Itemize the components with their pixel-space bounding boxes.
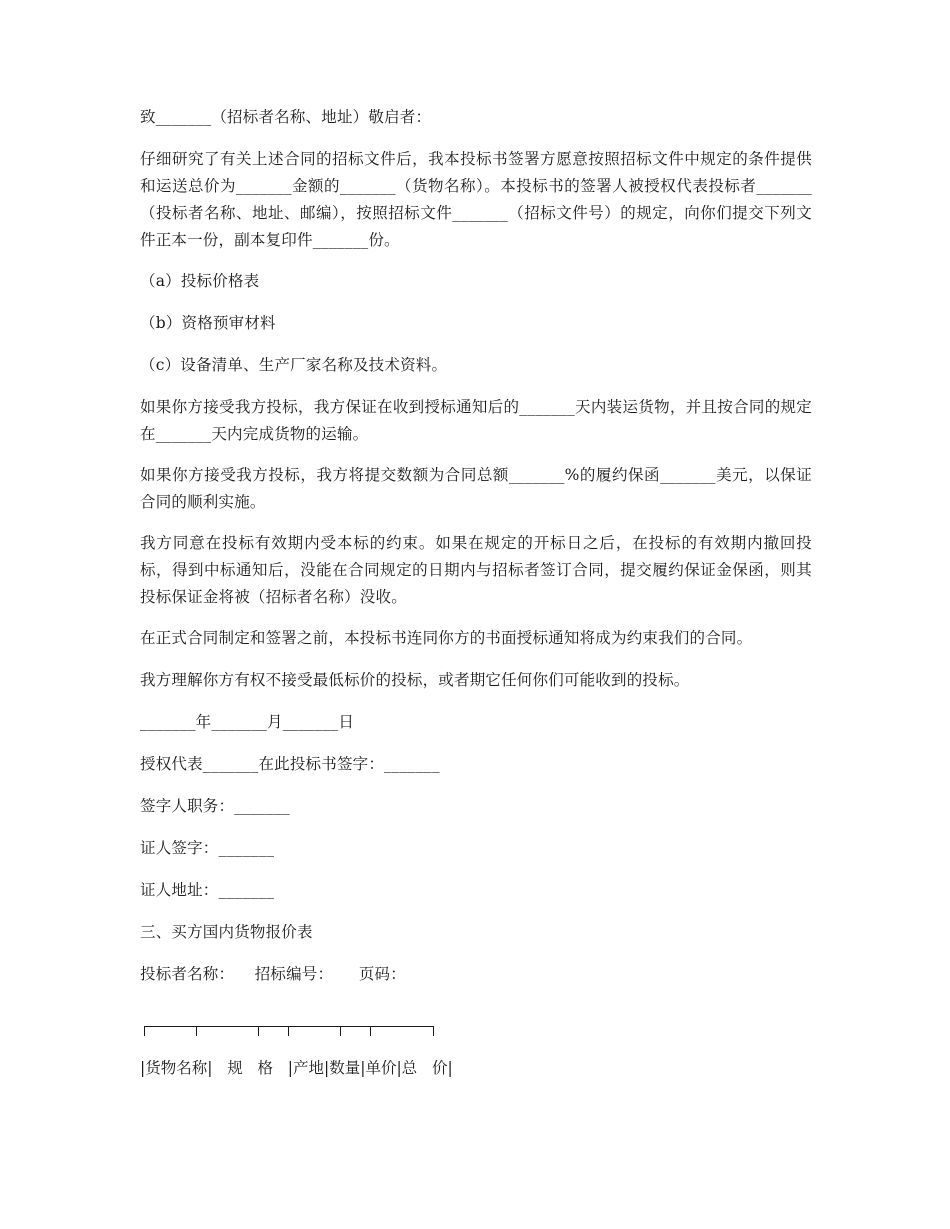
document-body [140, 104, 812, 1003]
item-c: （c）设备清单、生产厂家名称及技术资料。 [140, 356, 448, 374]
intro-paragraph: 仔细研究了有关上述合同的招标文件后，我本投标书签署方愿意按照招标文件中规定的条件提供和运送总价为_______金额的_______（货物名称）。本投标书的签署人被授权代表投标者_______（投标者名称、地址、邮编），按照招标文件_______（招标文件号）的规定，向你们提交下列文件正本一份，副本复印件_______份。 [140, 150, 812, 249]
item-b: （b）资格预审材料 [140, 314, 276, 332]
witness-signature-line: 证人签字：_______ [140, 839, 275, 857]
salutation: 致_______（招标者名称、地址）敬启者： [140, 108, 432, 126]
date-line: _______年_______月_______日 [140, 713, 355, 731]
item-a: （a）投标价格表 [140, 272, 260, 290]
representative-signature-line: 授权代表_______在此投标书签字：_______ [140, 755, 440, 773]
guarantee-paragraph: 如果你方接受我方投标，我方将提交数额为合同总额_______%的履约保函_______美元，以保证合同的顺利实施。 [140, 466, 812, 511]
bidder-info-line: 投标者名称： 招标编号： 页码： [140, 965, 406, 983]
validity-paragraph: 我方同意在投标有效期内受本标的约束。如果在规定的开标日之后，在投标的有效期内撤回投标，得到中标通知后，没能在合同规定的日期内与招标者签订合同，提交履约保证金保函，则其投标保证金将被（招标者名称）没收。 [140, 534, 812, 606]
table-top-border [140, 1020, 440, 1040]
witness-address-line: 证人地址：_______ [140, 881, 275, 899]
contract-paragraph: 在正式合同制定和签署之前，本投标书连同你方的书面授标通知将成为约束我们的合同。 [140, 629, 753, 647]
price-table [140, 1020, 453, 1080]
acceptance-paragraph: 我方理解你方有权不接受最低标价的投标，或者期它任何你们可能收到的投标。 [140, 671, 690, 689]
shipment-paragraph: 如果你方接受我方投标，我方保证在收到授标通知后的_______天内装运货物，并且按合同的规定在_______天内完成货物的运输。 [140, 398, 812, 443]
section-heading: 三、买方国内货物报价表 [140, 923, 313, 941]
signer-title-line: 签字人职务：_______ [140, 797, 290, 815]
table-header-row: |货物名称| 规 格 |产地|数量|单价|总 价| [140, 1059, 453, 1077]
